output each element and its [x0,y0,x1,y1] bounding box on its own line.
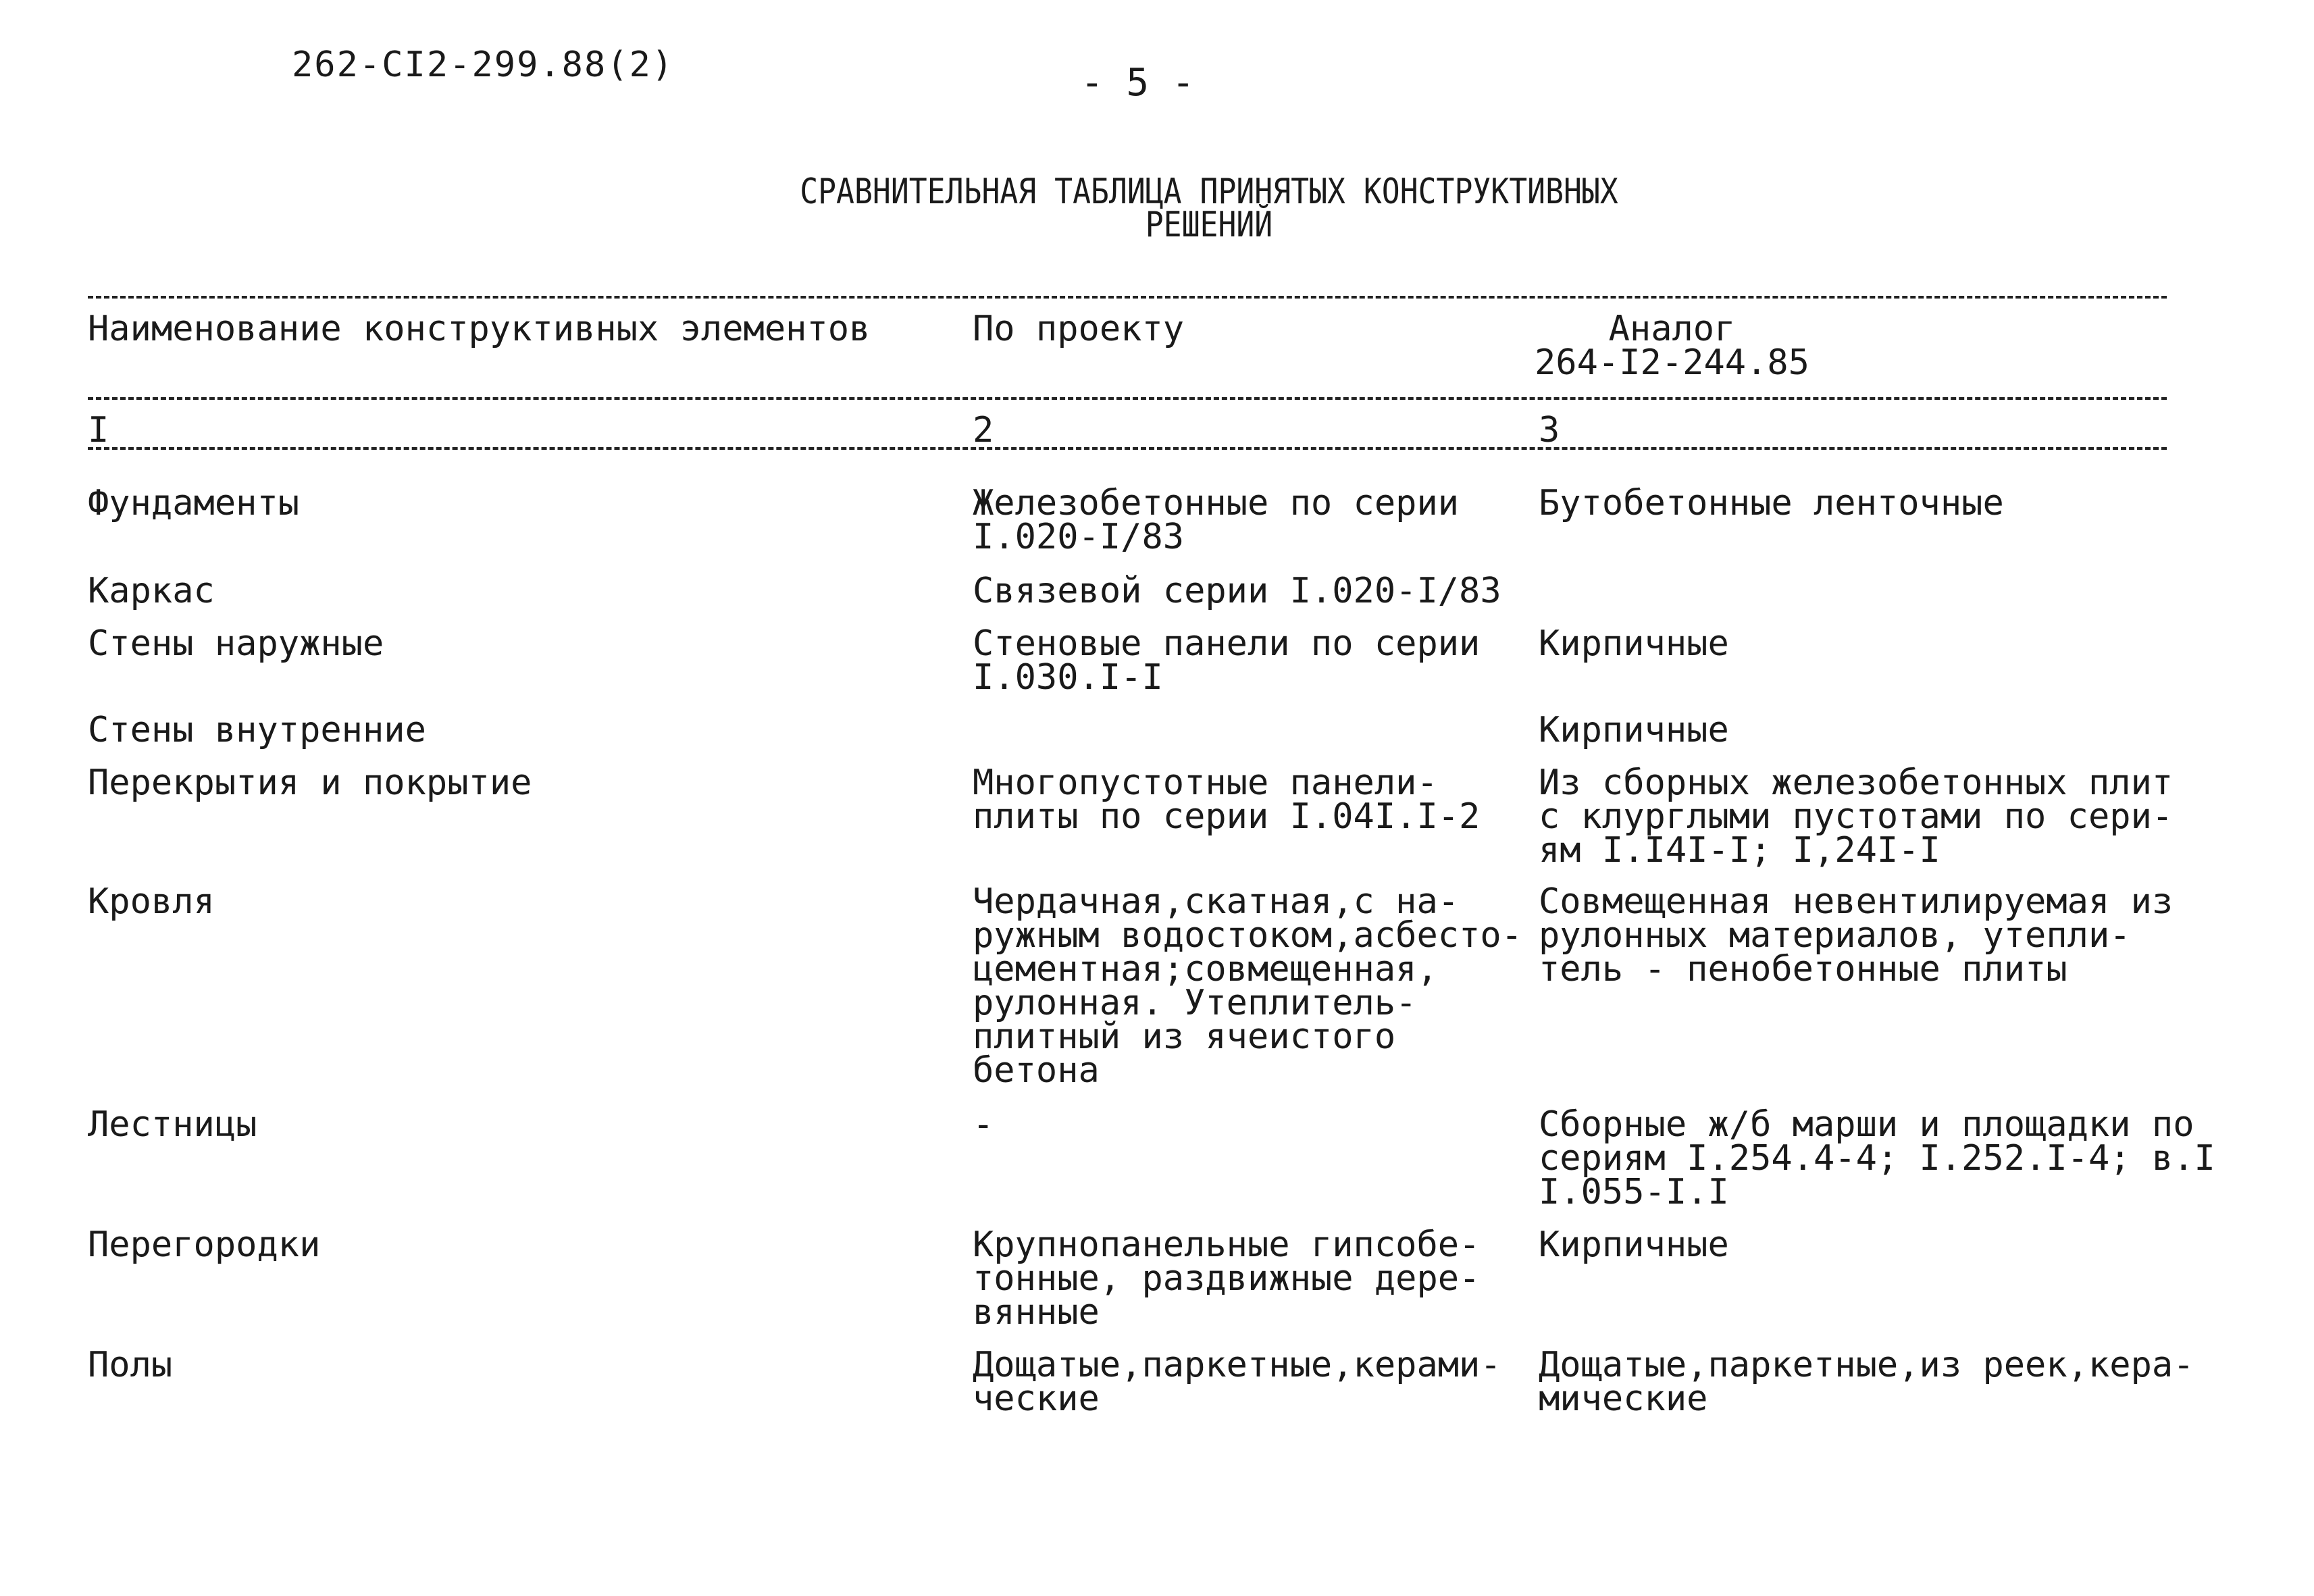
table-row-project: - [973,1104,994,1145]
table-row-element: Перегородки [88,1225,321,1265]
table-row-element: Полы [88,1345,173,1385]
column-number-3: 3 [1539,410,1560,451]
table-row-analog: Дощатые,паркетные,из реек,кера- мические [1539,1345,2194,1419]
table-row-element: Каркас [88,571,215,611]
header-analog: Аналог 264-I2-244.85 [1535,309,1809,383]
document-title: СРАВНИТЕЛЬНАЯ ТАБЛИЦА ПРИНЯТЫХ КОНСТРУКТИВНЫХ [800,172,1618,212]
table-row-analog: Бутобетонные ленточные [1539,483,2004,523]
header-separator-rule [88,397,2167,400]
header-element-name: Наименование конструктивных элементов [88,309,871,349]
table-row-element: Перекрытия и покрытие [88,763,532,803]
table-top-rule [88,296,2167,299]
table-row-analog: Кирпичные [1539,710,1729,750]
table-row-analog: Из сборных железобетонных плит с клуpглыми пустотами по сери- ям I.I4I-I; I,24I-I [1539,763,2174,871]
table-row-element: Стены наружные [88,623,384,664]
document-title-continued: РЕШЕНИЙ [1145,205,1273,245]
column-number-1: I [88,410,109,451]
page-number: - 5 - [1081,61,1195,105]
table-row-project: Стеновые панели по серии I.030.I-I [973,623,1481,698]
table-row-element: Лестницы [88,1104,257,1145]
column-number-rule [88,447,2167,450]
table-row-analog: Кирпичные [1539,623,1729,664]
column-number-2: 2 [973,410,994,451]
table-row-element: Кровля [88,881,215,922]
table-row-project: Железобетонные по серии I.020-I/83 [973,483,1460,557]
table-row-analog: Кирпичные [1539,1225,1729,1265]
table-row-analog: Совмещенная невентилируемая из рулонных материалов, утепли- тель - пенобетонные плиты [1539,881,2174,989]
table-row-project: Дощатые,паркетные,керами- ческие [973,1345,1501,1419]
document-code: 262-CI2-299.88(2) [292,45,675,85]
table-row-project: Чердачная,скатная,с на- ружным водостоком,асбесто- цементная;совмещенная, рулонная. Утеплитель- плитный из ячеистого бетона [973,881,1522,1091]
table-row-project: Многопустотные панели- плиты по серии I.04I.I-2 [973,763,1481,837]
table-row-project: Связевой серии I.020-I/83 [973,571,1501,611]
table-row-analog: Сборные ж/б марши и площадки по сериям I.254.4-4; I.252.I-4; в.I I.055-I.I [1539,1104,2215,1212]
header-project: По проекту [973,309,1185,349]
table-row-project: Крупнопанельные гипсобе- тонные, раздвижные дере- вянные [973,1225,1481,1333]
table-row-element: Фундаменты [88,483,300,523]
table-row-element: Стены внутренние [88,710,426,750]
